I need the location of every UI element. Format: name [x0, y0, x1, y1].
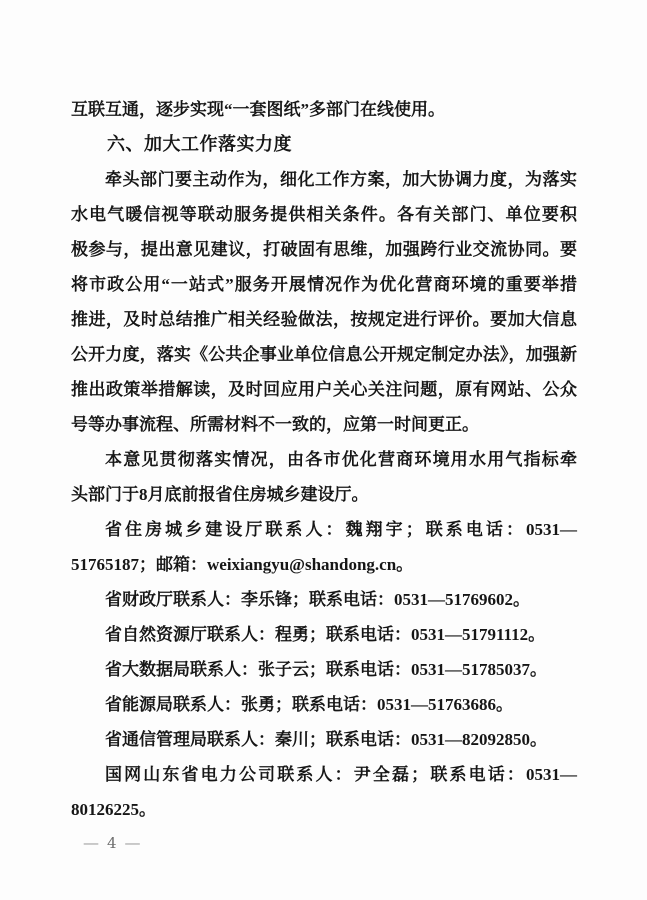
contact-energy-line: 省能源局联系人：张勇；联系电话：0531—51763686。 — [105, 695, 513, 714]
implementation-paragraph-line: 公开力度，落实《公共企事业单位信息公开规定制定办法》，加强新 — [71, 345, 577, 364]
paragraph-continuation-line: 互联互通，逐步实现“一套图纸”多部门在线使用。 — [71, 100, 445, 119]
page-number-right-dash: — — [124, 833, 141, 852]
implementation-paragraph-line: 号等办事流程、所需材料不一致的，应第一时间更正。 — [71, 415, 479, 434]
implementation-paragraph-line: 推进，及时总结推广相关经验做法，按规定进行评价。要加大信息 — [71, 310, 577, 329]
reporting-paragraph-line: 本意见贯彻落实情况，由各市优化营商环境用水用气指标牵 — [105, 450, 577, 469]
implementation-paragraph-line: 将市政公用“一站式”服务开展情况作为优化营商环境的重要举措 — [71, 275, 577, 294]
contact-state-grid-line: 国网山东省电力公司联系人：尹全磊；联系电话：0531— — [105, 765, 577, 784]
contact-natural-resources-line: 省自然资源厅联系人：程勇；联系电话：0531—51791112。 — [105, 625, 546, 644]
implementation-paragraph-line: 极参与，提出意见建议，打破固有思维，加强跨行业交流协同。要 — [71, 240, 577, 259]
implementation-paragraph-line: 水电气暖信视等联动服务提供相关条件。各有关部门、单位要积 — [71, 205, 577, 224]
contact-housing-line: 省住房城乡建设厅联系人：魏翔宇；联系电话：0531— — [105, 520, 577, 539]
document-body — [71, 92, 577, 827]
reporting-paragraph-line: 头部门于8月底前报省住房城乡建设厅。 — [71, 485, 369, 504]
contact-big-data-line: 省大数据局联系人：张子云；联系电话：0531—51785037。 — [105, 660, 547, 679]
contact-communications-line: 省通信管理局联系人：秦川；联系电话：0531—82092850。 — [105, 730, 547, 749]
page-number-value: 4 — [107, 834, 117, 852]
contact-state-grid-line: 80126225。 — [71, 800, 156, 819]
page-number-left-dash: — — [83, 833, 99, 852]
contact-housing-line: 51765187；邮箱：weixiangyu@shandong.cn。 — [71, 555, 414, 574]
implementation-paragraph-line: 推出政策举措解读，及时回应用户关心关注问题，原有网站、公众 — [71, 380, 577, 399]
section-heading: 六、加大工作落实力度 — [107, 134, 292, 154]
implementation-paragraph-line: 牵头部门要主动作为，细化工作方案，加大协调力度，为落实 — [105, 170, 577, 189]
page-number — [83, 833, 141, 853]
contact-finance-line: 省财政厅联系人：李乐锋；联系电话：0531—51769602。 — [105, 590, 530, 609]
